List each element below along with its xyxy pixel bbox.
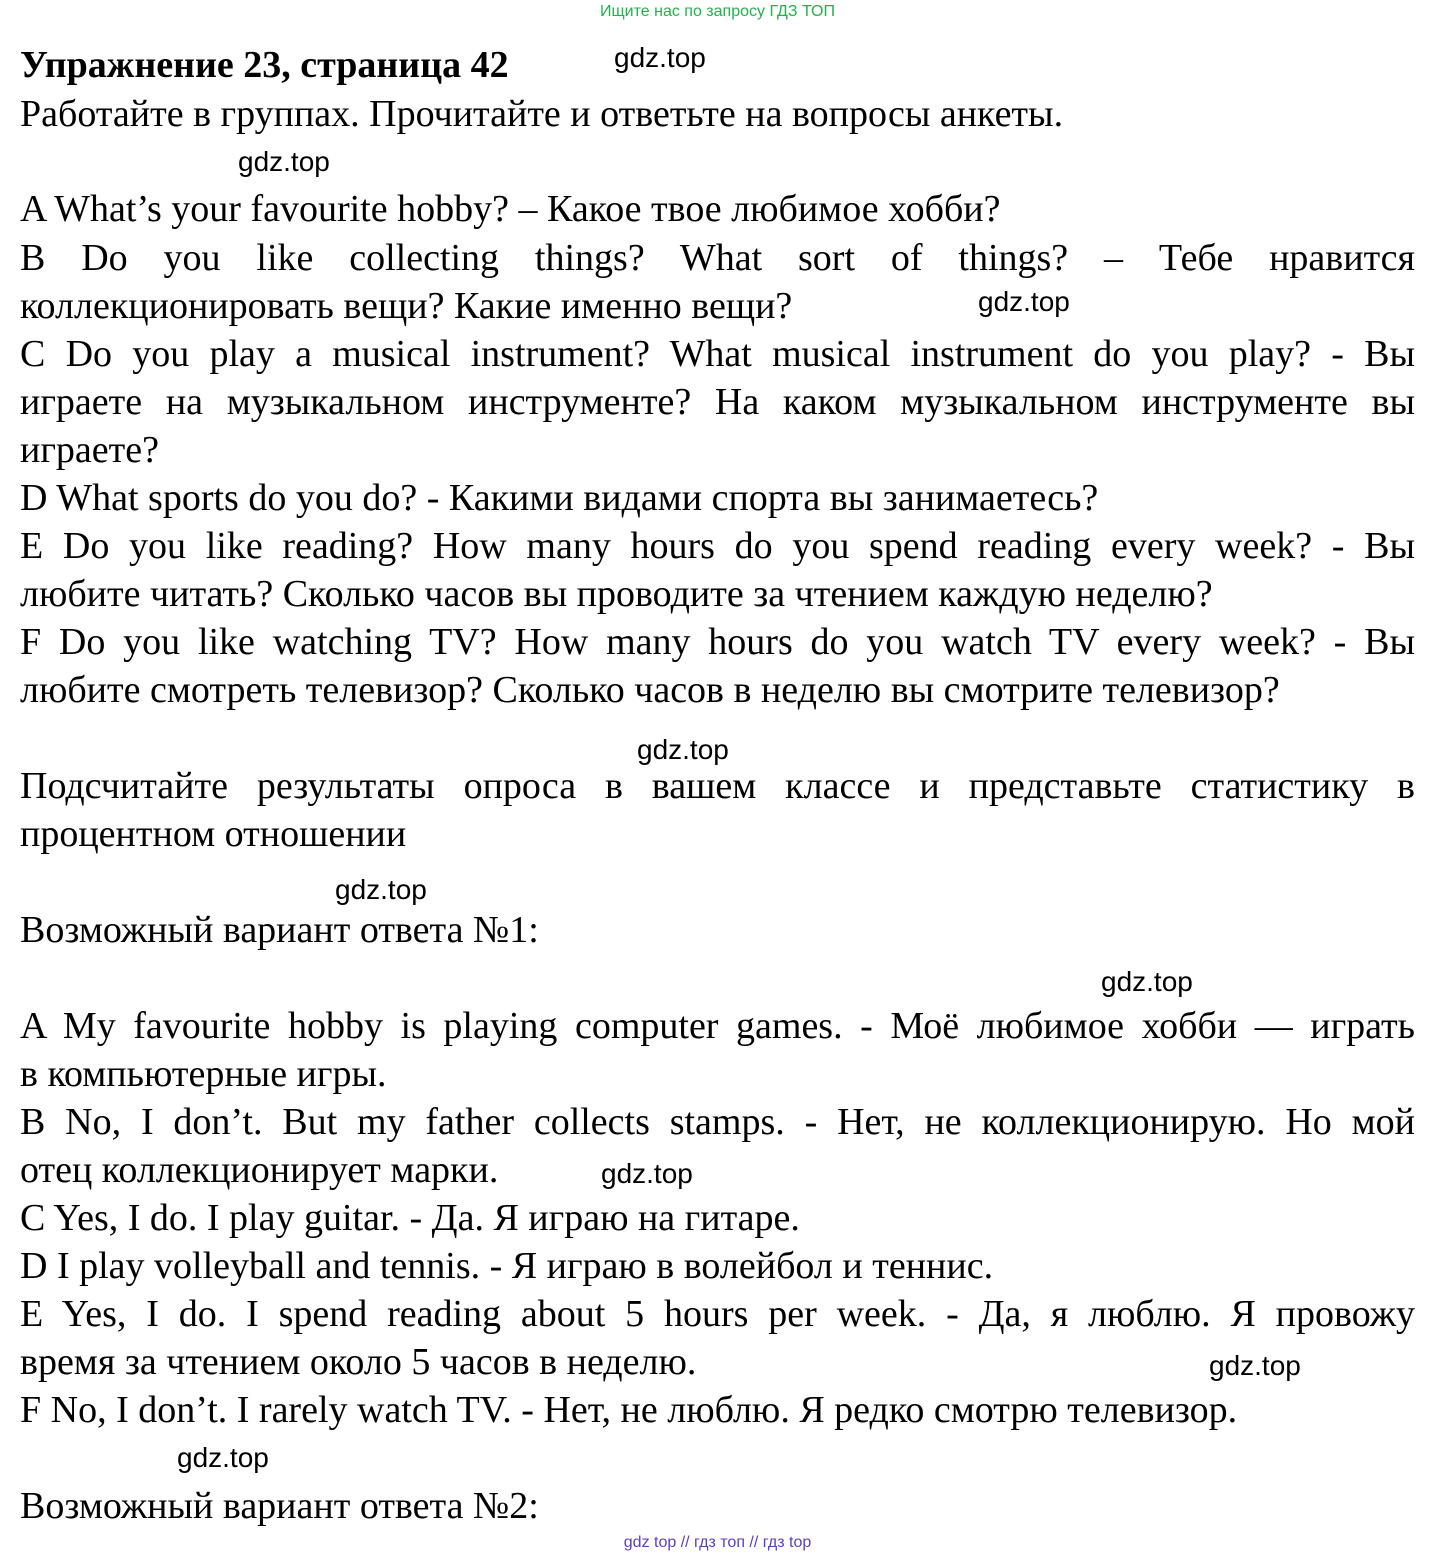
watermark: gdz.top bbox=[335, 874, 427, 905]
question-d: D What sports do you do? - Какими видами спорта вы занимаетесь? bbox=[20, 477, 1099, 519]
watermark: gdz.top bbox=[637, 734, 729, 765]
answer-e-line2: время за чтением около 5 часов в неделю. bbox=[20, 1341, 697, 1383]
watermark: gdz.top bbox=[978, 286, 1070, 317]
answer-c: C Yes, I do. I play guitar. - Да. Я играю на гитаре. bbox=[20, 1197, 800, 1239]
watermark: gdz.top bbox=[614, 42, 706, 73]
question-c-line1: C Do you play a musical instrument? What musical instrument do you play? - Вы bbox=[20, 333, 1415, 375]
task-line1: Подсчитайте результаты опроса в вашем классе и представьте статистику в bbox=[20, 765, 1415, 807]
answer-b-line2: отец коллекционирует марки. bbox=[20, 1149, 499, 1191]
watermark: gdz.top bbox=[177, 1442, 269, 1473]
answer2-heading: Возможный вариант ответа №2: bbox=[20, 1485, 539, 1527]
watermark: gdz.top bbox=[238, 146, 330, 177]
watermark: gdz.top bbox=[1101, 966, 1193, 997]
page-title: Упражнение 23, страница 42 bbox=[20, 44, 509, 86]
question-b-line1: B Do you like collecting things? What sort of things? – Тебе нравится bbox=[20, 237, 1415, 279]
watermark: gdz.top bbox=[601, 1158, 693, 1189]
instruction: Работайте в группах. Прочитайте и ответьте на вопросы анкеты. bbox=[20, 93, 1064, 135]
footer-watermark: gdz top // гдз топ // гдз top bbox=[623, 1534, 812, 1551]
answer-a-line1: A My favourite hobby is playing computer games. - Моё любимое хобби — играть bbox=[20, 1005, 1415, 1047]
answer-d: D I play volleyball and tennis. - Я играю в волейбол и теннис. bbox=[20, 1245, 994, 1287]
question-f-line1: F Do you like watching TV? How many hours do you watch TV every week? - Вы bbox=[20, 621, 1415, 663]
answer-a-line2: в компьютерные игры. bbox=[20, 1053, 387, 1095]
answer-f: F No, I don’t. I rarely watch TV. - Нет, не люблю. Я редко смотрю телевизор. bbox=[20, 1389, 1238, 1431]
question-c-line2: играете на музыкальном инструменте? На каком музыкальном инструменте вы bbox=[20, 381, 1415, 423]
answer1-heading: Возможный вариант ответа №1: bbox=[20, 909, 539, 951]
task-line2: процентном отношении bbox=[20, 813, 407, 855]
question-f-line2: любите смотреть телевизор? Сколько часов в неделю вы смотрите телевизор? bbox=[20, 669, 1280, 711]
top-banner: Ищите нас по запросу ГДЗ ТОП bbox=[600, 3, 835, 20]
question-c-line3: играете? bbox=[20, 429, 159, 471]
question-b-line2: коллекционировать вещи? Какие именно вещи? bbox=[20, 285, 793, 327]
answer-b-line1: B No, I don’t. But my father collects stamps. - Нет, не коллекционирую. Но мой bbox=[20, 1101, 1415, 1143]
watermark: gdz.top bbox=[1209, 1350, 1301, 1381]
question-e-line2: любите читать? Сколько часов вы проводите за чтением каждую неделю? bbox=[20, 573, 1213, 615]
answer-e-line1: E Yes, I do. I spend reading about 5 hours per week. - Да, я люблю. Я провожу bbox=[20, 1293, 1415, 1335]
question-a: A What’s your favourite hobby? – Какое твое любимое хобби? bbox=[20, 188, 1001, 230]
question-e-line1: E Do you like reading? How many hours do you spend reading every week? - Вы bbox=[20, 525, 1415, 567]
